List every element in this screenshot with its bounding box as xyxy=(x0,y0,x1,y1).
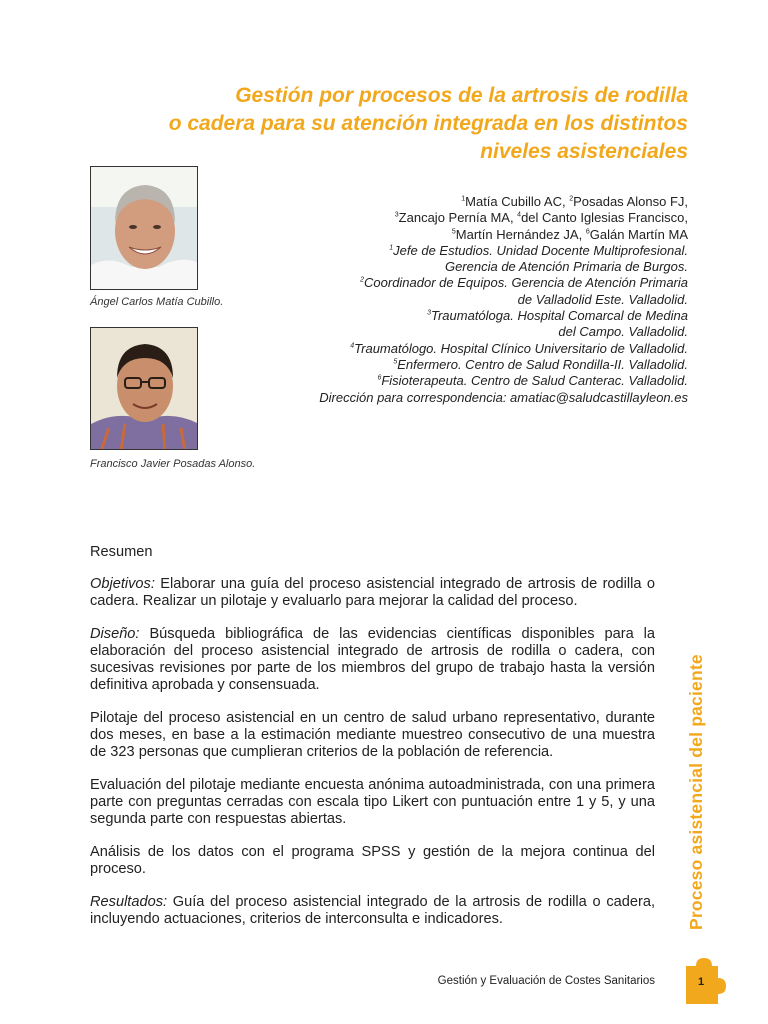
title-line-3: niveles asistenciales xyxy=(480,140,688,163)
author-1: Matía Cubillo AC, xyxy=(465,194,570,209)
affiliation-1-line-a: Jefe de Estudios. Unidad Docente Multiprofesional. xyxy=(393,242,688,258)
affiliation-5: $^5$Enfermero. Centro de Salud Rondilla-II. Valladolid. xyxy=(393,356,688,372)
affiliation-4: $^4$Traumatólogo. Hospital Clínico Universitario de Valladolid. xyxy=(350,340,688,356)
resultados-label: Resultados: xyxy=(90,894,168,910)
resultados-text: Guía del proceso asistencial integrado de la artrosis de rodilla o cadera, incluyendo actuaciones, criterios de interconsulta e indicadores. xyxy=(90,894,655,927)
author-4: del Canto Iglesias Francisco, xyxy=(521,210,688,226)
correspondence: Dirección para correspondencia: amatiac@saludcastillayleon.es xyxy=(319,389,688,405)
authors-block xyxy=(258,194,688,406)
author-photo-1 xyxy=(90,166,198,290)
affiliation-1-cont: Gerencia de Atención Primaria de Burgos. xyxy=(444,259,688,275)
diseno-paragraph xyxy=(90,626,655,694)
evaluacion-paragraph: Evaluación del pilotaje mediante encuesta anónima autoadministrada, con una primera parte con preguntas cerradas con escala tipo Likert con puntuación entre 1 y 5, y una segunda parte con respuestas abiertas. xyxy=(90,777,655,827)
affiliation-6-text: Fisioterapeuta. Centro de Salud Canterac. Valladolid. xyxy=(381,373,688,389)
author-2: Posadas Alonso FJ, xyxy=(573,194,688,209)
author-photo-2 xyxy=(90,327,198,450)
author-3: Zancajo Pernía MA, xyxy=(398,210,518,226)
objetivos-paragraph xyxy=(90,576,655,610)
resultados-paragraph xyxy=(90,894,655,928)
title-line-2: o cadera para su atención integrada en los distintos xyxy=(168,112,688,135)
abstract-body xyxy=(90,544,655,944)
title-line-1: Gestión por procesos de la artrosis de rodilla xyxy=(235,84,688,107)
authors-line-3: $^5$Martín Hernández JA, $^6$Galán Martín MA xyxy=(451,226,688,242)
diseno-label: Diseño: xyxy=(90,626,140,642)
author-6: Galán Martín MA xyxy=(589,226,688,242)
affiliation-3-line-a: Traumatóloga. Hospital Comarcal de Medina xyxy=(431,308,688,324)
objetivos-text: Elaborar una guía del proceso asistencial integrado de artrosis de rodilla o cadera. Realizar un pilotaje y evaluarlo para mejorar la calidad del proceso. xyxy=(90,576,655,609)
affiliation-4-text: Traumatólogo. Hospital Clínico Universitario de Valladolid. xyxy=(354,340,688,356)
affiliation-3: $^3$Traumatóloga. Hospital Comarcal de Medina xyxy=(427,308,688,324)
affiliation-3-cont: del Campo. Valladolid. xyxy=(558,324,688,340)
photo-caption-1: Ángel Carlos Matía Cubillo. xyxy=(90,296,224,308)
abstract-heading: Resumen xyxy=(90,544,153,560)
article-title xyxy=(90,82,688,166)
affiliation-6: $^6$Fisioterapeuta. Centro de Salud Canterac. Valladolid. xyxy=(377,373,688,389)
authors-line-2: $^3$Zancajo Pernía MA, $^4$del Canto Iglesias Francisco, xyxy=(394,210,688,226)
page-number: 1 xyxy=(697,976,705,988)
affiliation-2-cont: de Valladolid Este. Valladolid. xyxy=(517,291,688,307)
analisis-paragraph: Análisis de los datos con el programa SPSS y gestión de la mejora continua del proceso. xyxy=(90,844,655,877)
diseno-text: Búsqueda bibliográfica de las evidencias científicas disponibles para la elaboración del proceso asistencial integrado de artrosis de rodilla o cadera, con sucesivas revisiones por parte de los miembros del grupo de trabajo hasta la versión definitiva aprobada y consensuada. xyxy=(90,626,655,693)
pilotaje-paragraph: Pilotaje del proceso asistencial en un centro de salud urbano representativo, durante dos meses, en base a la estimación mediante muestreo consecutivo de una muestra de 323 personas que cumplieran criterios de la población de referencia. xyxy=(90,710,655,760)
journal-footer: Gestión y Evaluación de Costes Sanitarios xyxy=(437,975,655,987)
photo-caption-2: Francisco Javier Posadas Alonso. xyxy=(90,458,256,470)
affiliation-2-line-a: Coordinador de Equipos. Gerencia de Atención Primaria xyxy=(364,275,688,291)
section-side-label: Proceso asistencial del paciente xyxy=(686,654,706,930)
affiliation-1: $^1$Jefe de Estudios. Unidad Docente Multiprofesional. xyxy=(389,242,688,258)
authors-line-1: $^1$Matía Cubillo AC, $^2$Posadas Alonso FJ, xyxy=(461,194,688,209)
affiliation-2: $^2$Coordinador de Equipos. Gerencia de Atención Primaria xyxy=(360,275,688,291)
author-5: Martín Hernández JA, xyxy=(455,226,586,242)
affiliation-5-text: Enfermero. Centro de Salud Rondilla-II. Valladolid. xyxy=(397,356,688,372)
objetivos-label: Objetivos: xyxy=(90,576,155,592)
